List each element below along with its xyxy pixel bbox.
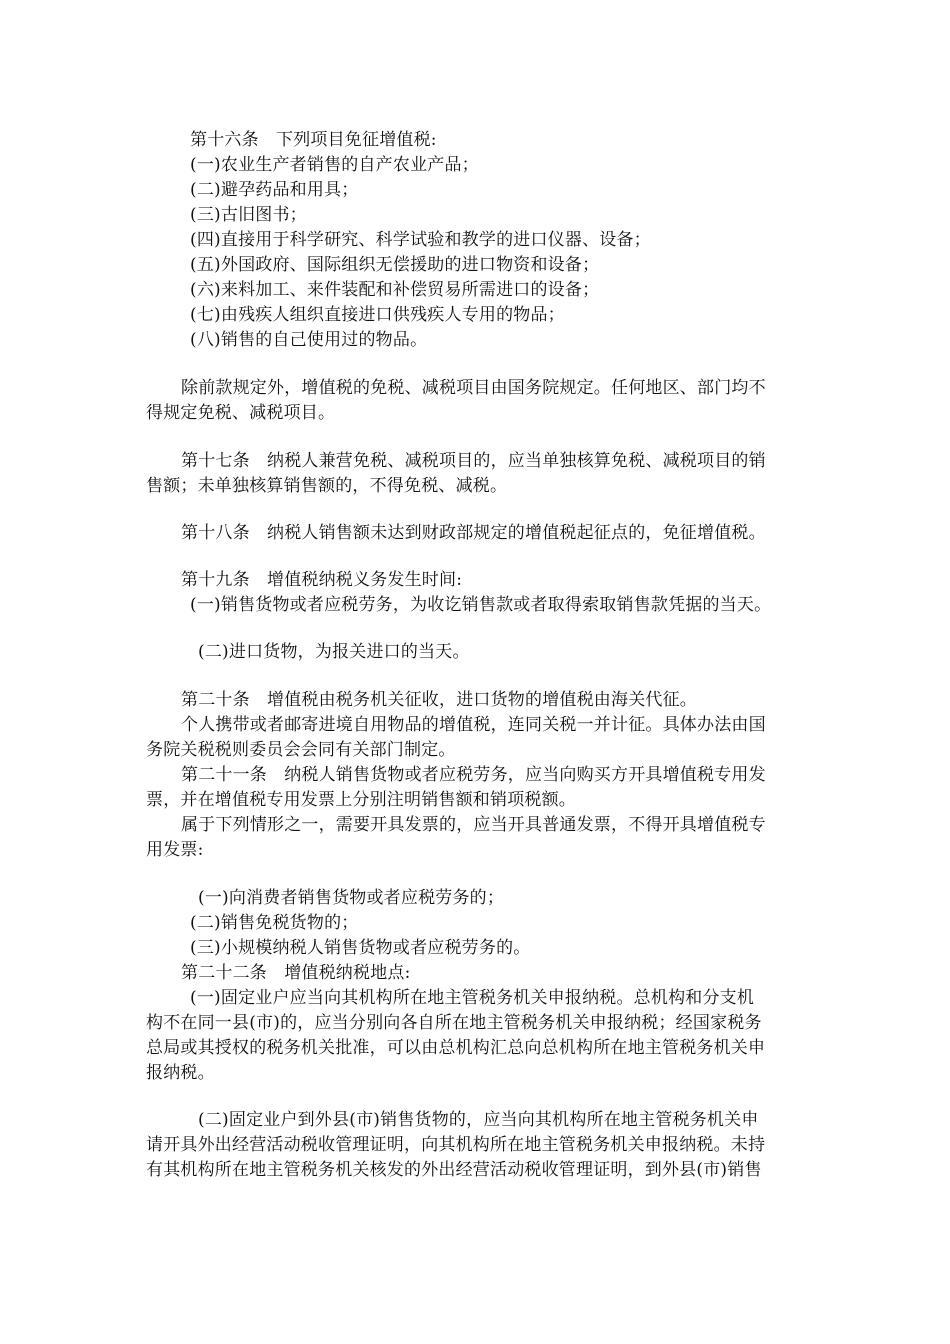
paragraph-line: (二)固定业户到外县(市)销售货物的，应当向其机构所在地主管税务机关申 (198, 1110, 759, 1130)
list-item: (二)避孕药品和用具； (190, 180, 359, 200)
list-item: (二)进口货物，为报关进口的当天。 (198, 642, 470, 662)
article-18-line: 第十八条 纳税人销售额未达到财政部规定的增值税起征点的，免征增值税。 (181, 523, 766, 543)
list-item: (三)古旧图书； (190, 205, 307, 225)
list-item: (一)农业生产者销售的自产农业产品； (190, 155, 479, 175)
list-item: (五)外国政府、国际组织无偿援助的进口物资和设备； (190, 255, 600, 275)
paragraph-line: 总局或其授权的税务机关批准，可以由总机构汇总向总机构所在地主管税务机关申 (146, 1038, 766, 1058)
list-item: (一)向消费者销售货物或者应税劳务的； (198, 888, 505, 908)
article-22-heading: 第二十二条 增值税纳税地点: (181, 963, 411, 983)
paragraph-line: 得规定免税、减税项目。 (146, 403, 336, 423)
list-item: (二)销售免税货物的； (190, 913, 359, 933)
paragraph-line: 个人携带或者邮寄进境自用物品的增值税，连同关税一并计征。具体办法由国 (181, 715, 766, 735)
article-19-heading: 第十九条 增值税纳税义务发生时间: (181, 570, 463, 590)
list-item: (八)销售的自己使用过的物品。 (190, 330, 428, 350)
list-item: (四)直接用于科学研究、科学试验和教学的进口仪器、设备； (190, 230, 651, 250)
list-item: (六)来料加工、来件装配和补偿贸易所需进口的设备； (190, 280, 600, 300)
paragraph-line: 票，并在增值税专用发票上分别注明销售额和销项税额。 (146, 790, 576, 810)
paragraph-line: 请开具外出经营活动税收管理证明，向其机构所在地主管税务机关申报纳税。未持 (146, 1135, 766, 1155)
paragraph-line: 属于下列情形之一，需要开具发票的，应当开具普通发票，不得开具增值税专 (181, 815, 766, 835)
paragraph-line: 用发票: (146, 840, 204, 860)
paragraph-line: 除前款规定外，增值税的免税、减税项目由国务院规定。任何地区、部门均不 (181, 378, 766, 398)
paragraph-line: 构不在同一县(市)的，应当分别向各自所在地主管税务机关申报纳税；经国家税务 (146, 1013, 762, 1033)
paragraph-line: 售额；未单独核算销售额的，不得免税、减税。 (146, 476, 508, 496)
article-17-line: 第十七条 纳税人兼营免税、减税项目的，应当单独核算免税、减税项目的销 (181, 451, 766, 471)
paragraph-line: 报纳税。 (146, 1063, 215, 1083)
paragraph-line: 有其机构所在地主管税务机关核发的外出经营活动税收管理证明，到外县(市)销售 (146, 1160, 762, 1180)
article-16-heading: 第十六条 下列项目免征增值税: (190, 130, 437, 150)
paragraph-line: (一)固定业户应当向其机构所在地主管税务机关申报纳税。总机构和分支机 (190, 988, 755, 1008)
article-21-line: 第二十一条 纳税人销售货物或者应税劳务，应当向购买方开具增值税专用发 (181, 765, 766, 785)
article-20-line: 第二十条 增值税由税务机关征收，进口货物的增值税由海关代征。 (181, 690, 697, 710)
paragraph-line: 务院关税税则委员会会同有关部门制定。 (146, 740, 456, 760)
list-item: (三)小规模纳税人销售货物或者应税劳务的。 (190, 938, 531, 958)
list-item: (一)销售货物或者应税劳务，为收讫销售款或者取得索取销售款凭据的当天。 (190, 595, 772, 615)
list-item: (七)由残疾人组织直接进口供残疾人专用的物品； (190, 305, 565, 325)
